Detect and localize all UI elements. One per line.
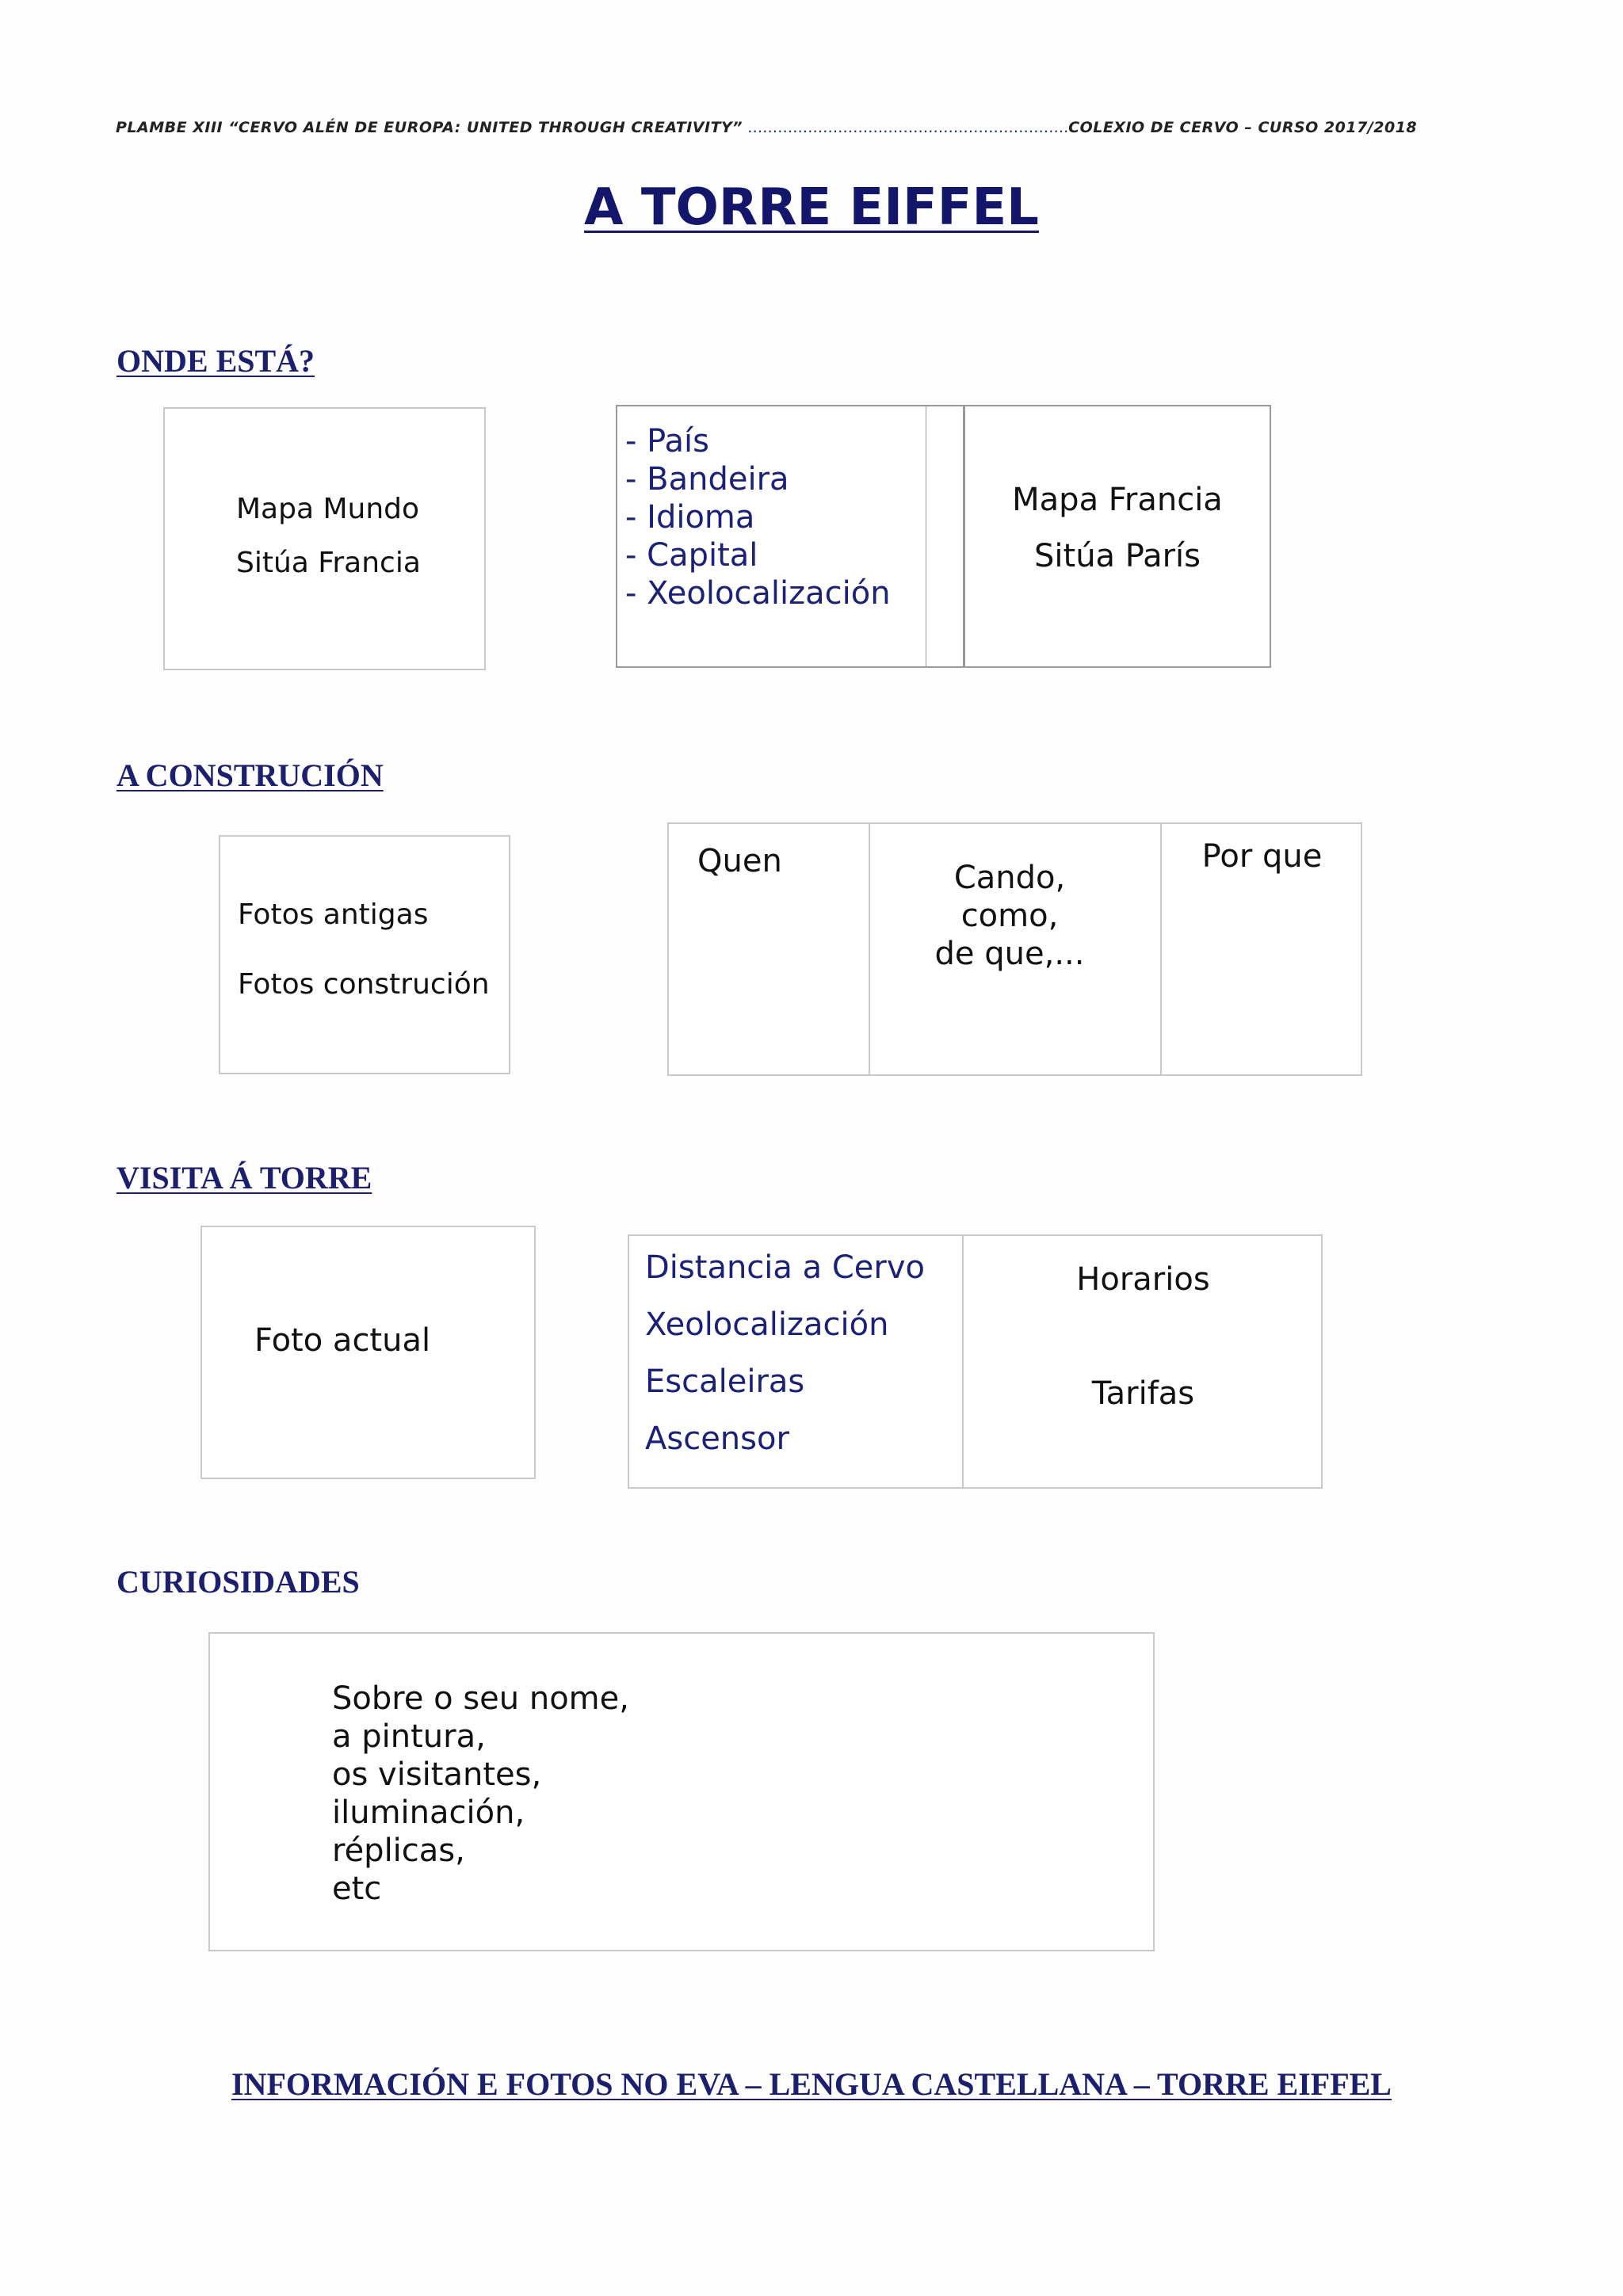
table-divider [869, 824, 870, 1074]
footer-text: INFORMACIÓN E FOTOS NO EVA – LENGUA CASTELLANA – TORRE EIFFEL [231, 2066, 1392, 2102]
fotos-antigas-label: Fotos antigas [238, 898, 429, 931]
situa-francia-label: Sitúa Francia [236, 547, 421, 579]
curiosidades-text [332, 1680, 629, 1908]
situa-paris-label: Sitúa París [1034, 538, 1201, 574]
page-footer [0, 2065, 1623, 2103]
curiosidades-line: etc [332, 1871, 382, 1907]
mapa-mundo-label: Mapa Mundo [236, 493, 420, 525]
list-item: Distancia a Cervo [645, 1249, 925, 1286]
horarios-label: Horarios [1076, 1261, 1210, 1298]
fotos-construcion-label: Fotos construción [238, 968, 490, 1001]
visita-list [645, 1239, 925, 1467]
visita-table [628, 1234, 1323, 1489]
cando-line: como, [960, 898, 1059, 934]
box-mapa-francia [964, 405, 1271, 668]
pais-list [625, 422, 891, 612]
section-heading-curiosidades: CURIOSIDADES [116, 1564, 360, 1600]
list-item: - Bandeira [625, 461, 789, 498]
curiosidades-line: iluminación, [332, 1794, 525, 1831]
curiosidades-line: Sobre o seu nome, [332, 1680, 629, 1717]
box-spacer [926, 405, 964, 668]
list-item: - Capital [625, 537, 758, 574]
construcion-table [667, 822, 1362, 1076]
por-que-label: Por que [1201, 838, 1323, 875]
page-title [0, 178, 1623, 237]
box-pais-list [616, 405, 927, 668]
list-item: Ascensor [645, 1421, 789, 1457]
header-school: COLEXIO DE CERVO – CURSO 2017/2018 [1068, 119, 1418, 136]
curiosidades-line: réplicas, [332, 1833, 465, 1869]
header-project: PLAMBE XIII “CERVO ALÉN DE EUROPA: UNITED THROUGH CREATIVITY” [116, 119, 743, 136]
list-item: - País [625, 423, 709, 460]
box-mapa-mundo [163, 407, 486, 670]
foto-actual-label: Foto actual [254, 1322, 431, 1359]
box-foto-actual [200, 1226, 536, 1479]
section-heading-visita: VISITA Á TORRE [116, 1160, 372, 1196]
curiosidades-line: a pintura, [332, 1718, 486, 1755]
quen-label: Quen [697, 843, 782, 879]
header-dots: ………………………………………………………. [743, 119, 1069, 136]
cando-line: Cando, [953, 860, 1066, 896]
list-item: - Idioma [625, 499, 755, 536]
box-curiosidades [208, 1632, 1155, 1951]
page-title-text: A TORRE EIFFEL [584, 178, 1039, 237]
cando-text [907, 859, 1113, 973]
curiosidades-line: os visitantes, [332, 1756, 542, 1793]
box-fotos-antigas [219, 835, 510, 1074]
list-item: - Xeolocalización [625, 575, 891, 612]
list-item: Xeolocalización [645, 1306, 889, 1343]
tarifas-label: Tarifas [1091, 1375, 1195, 1412]
cando-line: de que,... [934, 936, 1085, 972]
page-header [116, 119, 1510, 136]
section-heading-onde: ONDE ESTÁ? [116, 343, 315, 379]
mapa-francia-label: Mapa Francia [1012, 482, 1223, 518]
list-item: Escaleiras [645, 1363, 805, 1400]
section-heading-construcion: A CONSTRUCIÓN [116, 757, 384, 793]
